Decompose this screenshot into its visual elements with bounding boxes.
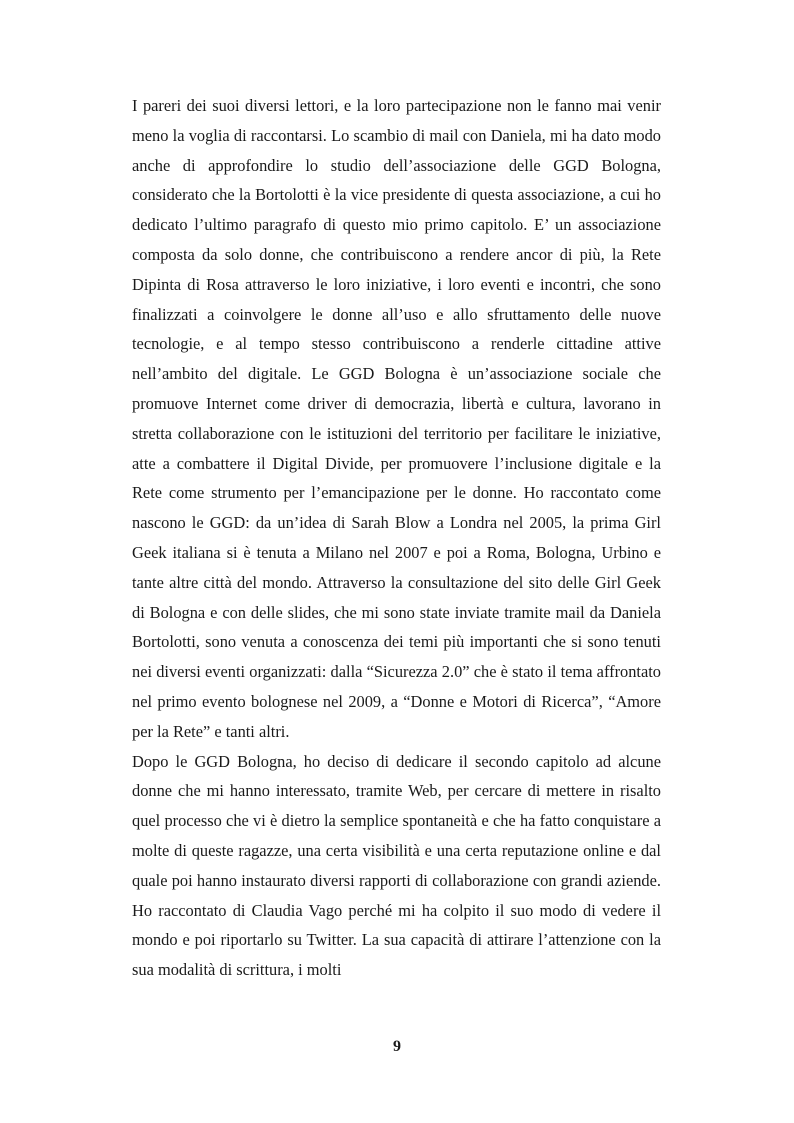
body-text — [132, 91, 661, 985]
paragraph: I pareri dei suoi diversi lettori, e la loro partecipazione non le fanno mai venir meno la voglia di raccontarsi. Lo scambio di mail con Daniela, mi ha dato modo anche di approfondire lo studio dell’associazione delle GGD Bologna, considerato che la Bortolotti è la vice presidente di questa associazione, a cui ho dedicato l’ultimo paragrafo di questo mio primo capitolo. E’ un associazione composta da solo donne, che contribuiscono a rendere ancor di più, la Rete Dipinta di Rosa attraverso le loro iniziative, i loro eventi e incontri, che sono finalizzati a coinvolgere le donne all’uso e allo sfruttamento delle nuove tecnologie, e al tempo stesso contribuiscono a renderle cittadine attive nell’ambito del digitale. Le GGD Bologna è un’associazione sociale che promuove Internet come driver di democrazia, libertà e cultura, lavorano in stretta collaborazione con le istituzioni del territorio per facilitare le iniziative, atte a combattere il Digital Divide, per promuovere l’inclusione digitale e la Rete come strumento per l’emancipazione per le donne. Ho raccontato come nascono le GGD: da un’idea di Sarah Blow a Londra nel 2005, la prima Girl Geek italiana si è tenuta a Milano nel 2007 e poi a Roma, Bologna, Urbino e tante altre città del mondo. Attraverso la consultazione del sito delle Girl Geek di Bologna e con delle slides, che mi sono state inviate tramite mail da Daniela Bortolotti, sono venuta a conoscenza dei temi più importanti che si sono tenuti nei diversi eventi organizzati: dalla “Sicurezza 2.0” che è stato il tema affrontato nel primo evento bolognese nel 2009, a “Donne e Motori di Ricerca”, “Amore per la Rete” e tanti altri. — [132, 96, 661, 741]
page-number: 9 — [393, 1038, 401, 1055]
paragraph: Dopo le GGD Bologna, ho deciso di dedicare il secondo capitolo ad alcune donne che mi hanno interessato, tramite Web, per cercare di mettere in risalto quel processo che vi è dietro la semplice spontaneità e che ha fatto conquistare a molte di queste ragazze, una certa visibilità e una certa reputazione online e dal quale poi hanno instaurato diversi rapporti di collaborazione con grandi aziende. Ho raccontato di Claudia Vago perché mi ha colpito il suo modo di vedere il mondo e poi riportarlo su Twitter. La sua capacità di attirare l’attenzione con la sua modalità di scrittura, i molti — [132, 751, 661, 980]
